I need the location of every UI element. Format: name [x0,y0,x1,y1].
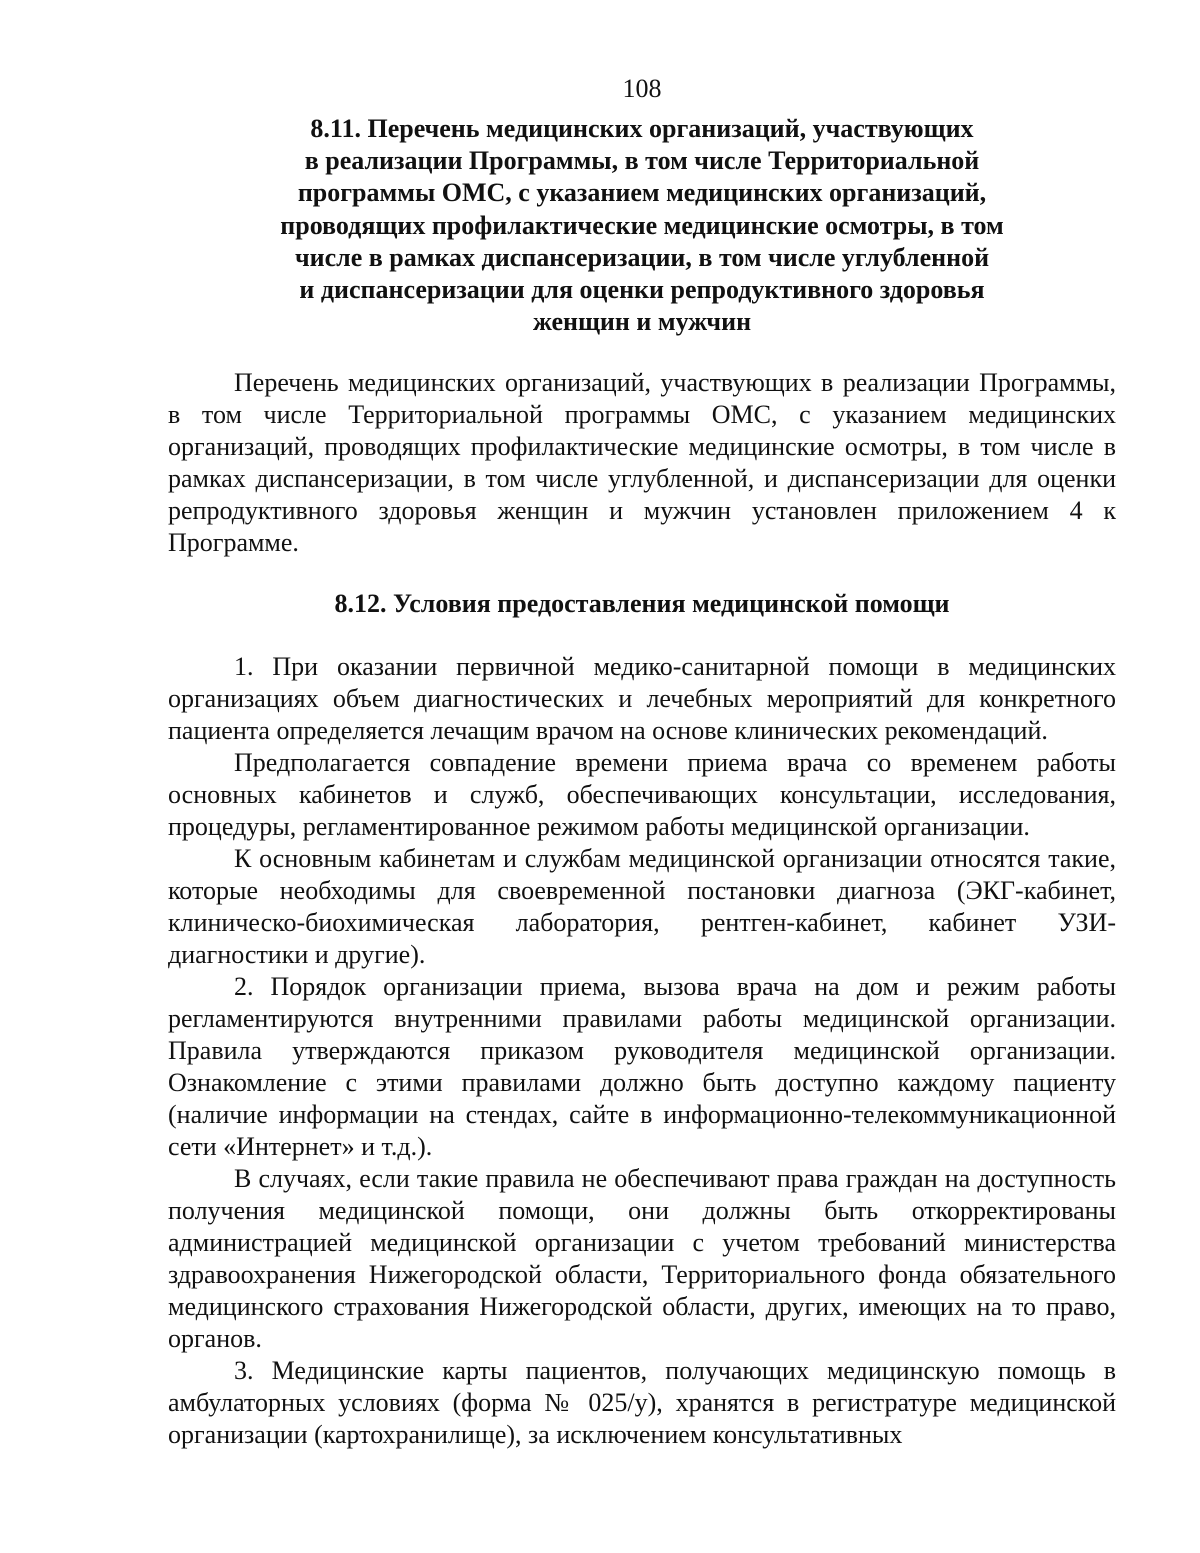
section-8-11-title-line: 8.11. Перечень медицинских организаций, участвующих [310,114,974,143]
section-8-11-title-line: в реализации Программы, в том числе Территориальной [304,146,980,176]
section-8-11-title-line: проводящих профилактические медицинские осмотры, в том [280,210,1004,240]
section-8-11-title-line: числе в рамках диспансеризации, в том числе углубленной [294,242,990,272]
paragraph-6: 3. Медицинские карты пациентов, получающих медицинскую помощь в амбулаторных условиях (форма № 025/у), хранятся в регистратуре медицинской организации (картохранилище), за исключением консультативных [168,1356,1116,1449]
section-8-11-body [168,367,1116,559]
paragraph-5: В случаях, если такие правила не обеспечивают права граждан на доступность получения медицинской помощи, они должны быть откорректированы администрацией медицинской организации с учетом требований министерства здравоохранения Нижегородской области, Территориального фонда обязательного медицинского страхования Нижегородской области, других, имеющих на то право, органов. [168,1164,1116,1353]
page-number: 108 [622,74,662,103]
section-8-11-paragraph: Перечень медицинских организаций, участвующих в реализации Программы, в том числе Территориальной программы ОМС, с указанием медицинских организаций, проводящих профилактические медицинские осмотры, в том числе в рамках диспансеризации, в том числе углубленной, и диспансеризации для оценки репродуктивного здоровья женщин и мужчин установлен приложением 4 к Программе. [168,368,1116,557]
paragraph-3: К основным кабинетам и службам медицинской организации относятся такие, которые необходимы для своевременной постановки диагноза (ЭКГ-кабинет, клиническо-биохимическая лаборатория, рентген-кабинет, кабинет УЗИ-диагностики и другие). [168,844,1116,969]
paragraph-2: Предполагается совпадение времени приема врача со временем работы основных кабинетов и служб, обеспечивающих консультации, исследования, процедуры, регламентированное режимом работы медицинской организации. [168,748,1116,841]
section-8-11-title [168,113,1116,338]
section-8-11-title-line: женщин и мужчин [532,307,752,337]
section-8-12-body [168,651,1116,1451]
paragraph-4: 2. Порядок организации приема, вызова врача на дом и режим работы регламентируются внутренними правилами работы медицинской организации. Правила утверждаются приказом руководителя медицинской организации. Ознакомление с этими правилами должно быть доступно каждому пациенту (наличие информации на стендах, сайте в информационно-телекоммуникационной сети «Интернет» и т.д.). [168,972,1116,1161]
section-8-11-title-line: программы ОМС, с указанием медицинских организаций, [297,178,987,208]
paragraph-1: 1. При оказании первичной медико-санитарной помощи в медицинских организациях объем диагностических и лечебных мероприятий для конкретного пациента определяется лечащим врачом на основе клинических рекомендаций. [168,652,1116,745]
section-8-12-title: 8.12. Условия предоставления медицинской помощи [334,589,950,618]
section-8-11-title-line: и диспансеризации для оценки репродуктивного здоровья [299,275,985,305]
